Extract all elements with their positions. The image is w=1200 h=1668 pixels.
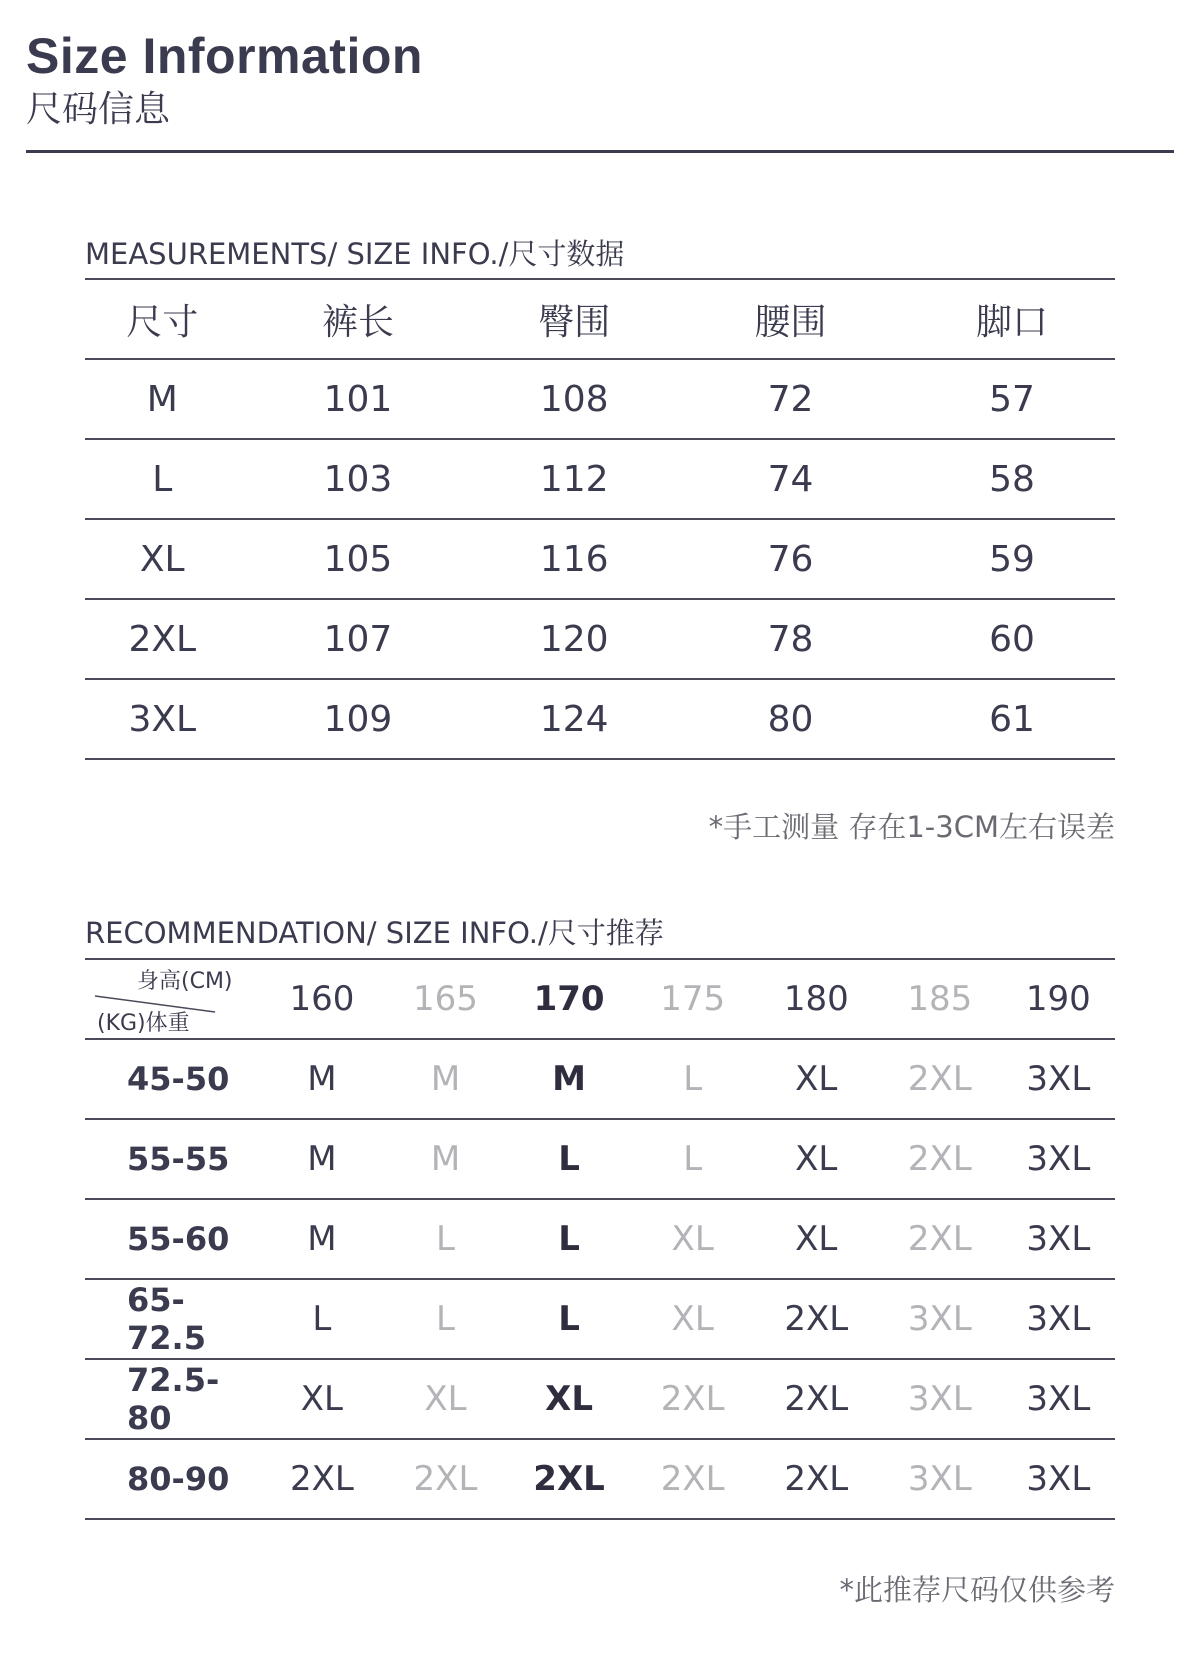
weight-cell: 55-60: [85, 1199, 260, 1279]
size-cell: XL: [384, 1359, 508, 1439]
size-cell: M: [507, 1039, 631, 1119]
table-cell: 72: [672, 359, 909, 439]
size-cell: 3XL: [1002, 1359, 1115, 1439]
column-header: 脚口: [909, 279, 1115, 359]
table-cell: 80: [672, 679, 909, 759]
table-row: [85, 1359, 1115, 1439]
size-cell: 2XL: [878, 1199, 1002, 1279]
size-cell: L: [507, 1279, 631, 1359]
table-row: [85, 1439, 1115, 1519]
table-cell: 109: [240, 679, 477, 759]
table-cell: 112: [476, 439, 672, 519]
table-row: [85, 1279, 1115, 1359]
table-cell: L: [85, 439, 240, 519]
column-header: 臀围: [476, 279, 672, 359]
table-cell: M: [85, 359, 240, 439]
column-header: 裤长: [240, 279, 477, 359]
size-cell: L: [631, 1119, 755, 1199]
column-header: 尺寸: [85, 279, 240, 359]
size-cell: 2XL: [878, 1119, 1002, 1199]
table-cell: 78: [672, 599, 909, 679]
table-row: [85, 439, 1115, 519]
table-cell: 2XL: [85, 599, 240, 679]
recommendation-title: RECOMMENDATION/ SIZE INFO./尺寸推荐: [85, 916, 664, 950]
size-cell: M: [384, 1119, 508, 1199]
table-row: [85, 599, 1115, 679]
table-row: [85, 519, 1115, 599]
weight-axis-label: (KG)体重: [97, 1011, 190, 1036]
table-row: [85, 679, 1115, 759]
size-cell: XL: [507, 1359, 631, 1439]
table-row: [85, 1039, 1115, 1119]
size-cell: L: [507, 1119, 631, 1199]
size-cell: XL: [631, 1199, 755, 1279]
size-cell: M: [260, 1199, 384, 1279]
height-header: 175: [631, 959, 755, 1039]
height-header: 180: [754, 959, 878, 1039]
size-cell: 3XL: [1002, 1439, 1115, 1519]
table-cell: 108: [476, 359, 672, 439]
table-cell: 101: [240, 359, 477, 439]
size-cell: M: [260, 1039, 384, 1119]
size-cell: 2XL: [754, 1439, 878, 1519]
size-cell: L: [631, 1039, 755, 1119]
recommendation-note: *此推荐尺码仅供参考: [839, 1573, 1115, 1607]
size-cell: XL: [631, 1279, 755, 1359]
size-cell: 2XL: [754, 1359, 878, 1439]
weight-cell: 72.5-80: [85, 1359, 260, 1439]
height-header: 185: [878, 959, 1002, 1039]
page-title-cn: 尺码信息: [26, 89, 171, 130]
size-cell: 2XL: [260, 1439, 384, 1519]
size-cell: 3XL: [1002, 1039, 1115, 1119]
weight-cell: 55-55: [85, 1119, 260, 1199]
table-cell: 103: [240, 439, 477, 519]
table-row: [85, 359, 1115, 439]
size-cell: XL: [754, 1119, 878, 1199]
size-cell: 3XL: [1002, 1199, 1115, 1279]
measurements-title: MEASUREMENTS/ SIZE INFO./尺寸数据: [85, 237, 625, 271]
size-cell: 2XL: [384, 1439, 508, 1519]
height-header: 170: [507, 959, 631, 1039]
height-header: 190: [1002, 959, 1115, 1039]
size-cell: 2XL: [631, 1439, 755, 1519]
table-cell: 58: [909, 439, 1115, 519]
size-cell: L: [260, 1279, 384, 1359]
size-cell: L: [507, 1199, 631, 1279]
table-cell: 76: [672, 519, 909, 599]
table-cell: 120: [476, 599, 672, 679]
table-cell: 57: [909, 359, 1115, 439]
size-cell: 2XL: [631, 1359, 755, 1439]
page-title-en: Size Information: [26, 28, 423, 84]
header-divider: [26, 150, 1174, 153]
weight-cell: 65-72.5: [85, 1279, 260, 1359]
size-cell: XL: [754, 1199, 878, 1279]
size-cell: XL: [260, 1359, 384, 1439]
size-cell: 3XL: [878, 1439, 1002, 1519]
size-cell: M: [384, 1039, 508, 1119]
size-cell: M: [260, 1119, 384, 1199]
table-header-row: [85, 959, 1115, 1039]
measurement-note: *手工测量 存在1-3CM左右误差: [708, 810, 1115, 844]
table-cell: 59: [909, 519, 1115, 599]
recommendation-table: [85, 958, 1115, 1520]
measurements-table: [85, 278, 1115, 760]
corner-header-cell: [85, 959, 260, 1039]
size-cell: 3XL: [878, 1279, 1002, 1359]
height-header: 165: [384, 959, 508, 1039]
size-cell: XL: [754, 1039, 878, 1119]
size-cell: 2XL: [754, 1279, 878, 1359]
table-cell: 105: [240, 519, 477, 599]
page-header: [26, 28, 423, 132]
table-row: [85, 1119, 1115, 1199]
height-header: 160: [260, 959, 384, 1039]
size-cell: L: [384, 1199, 508, 1279]
table-cell: 107: [240, 599, 477, 679]
table-cell: 124: [476, 679, 672, 759]
table-cell: 74: [672, 439, 909, 519]
size-cell: 3XL: [1002, 1279, 1115, 1359]
column-header: 腰围: [672, 279, 909, 359]
weight-cell: 45-50: [85, 1039, 260, 1119]
table-cell: 61: [909, 679, 1115, 759]
table-cell: 60: [909, 599, 1115, 679]
table-cell: 116: [476, 519, 672, 599]
size-cell: 2XL: [507, 1439, 631, 1519]
size-cell: 3XL: [1002, 1119, 1115, 1199]
size-cell: L: [384, 1279, 508, 1359]
weight-cell: 80-90: [85, 1439, 260, 1519]
height-axis-label: 身高(CM): [137, 969, 233, 994]
table-cell: XL: [85, 519, 240, 599]
size-cell: 2XL: [878, 1039, 1002, 1119]
table-row: [85, 1199, 1115, 1279]
table-header-row: [85, 279, 1115, 359]
size-cell: 3XL: [878, 1359, 1002, 1439]
table-cell: 3XL: [85, 679, 240, 759]
